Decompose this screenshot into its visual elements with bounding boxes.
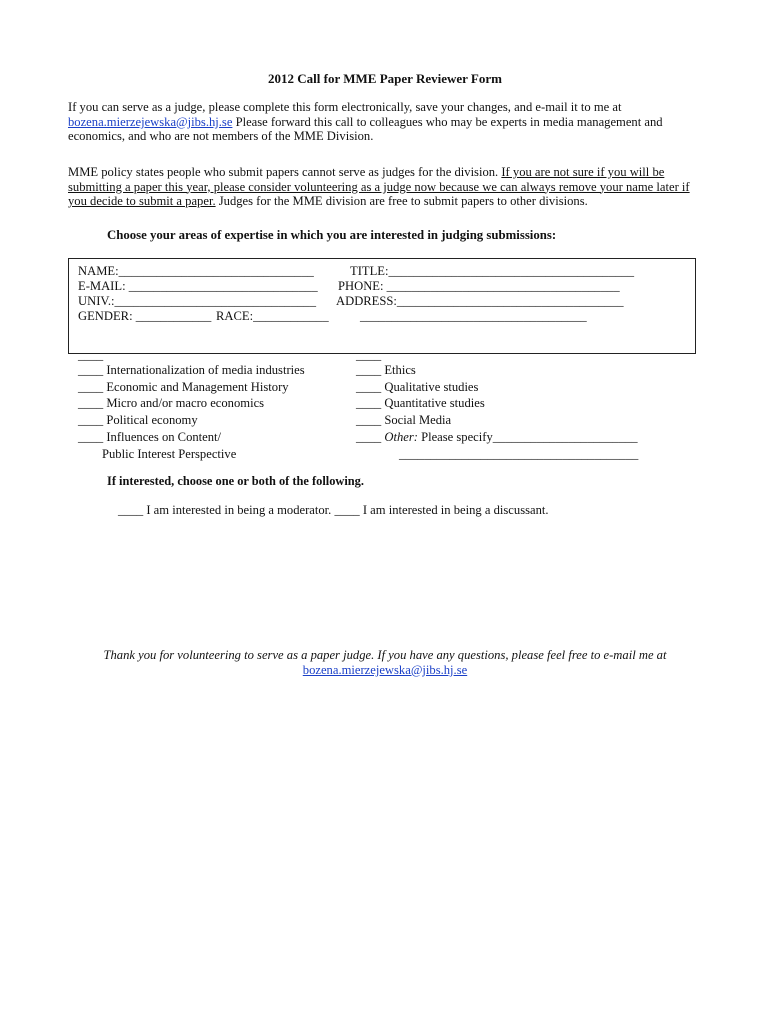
roles-row [118,503,549,518]
intro-paragraph [68,100,708,144]
phone-field[interactable]: PHONE: _____________________________________ [338,279,620,293]
policy-text-end: Judges for the MME division are free to submit papers to other divisions. [215,194,588,209]
option-label: Micro and/or macro economics [106,396,265,410]
expertise-option-continuation: Public Interest Perspective [102,447,237,461]
option-label: Quantitative studies [384,396,485,410]
other-specify-continuation[interactable]: ______________________________________ [399,447,639,461]
address-field[interactable]: ADDRESS:____________________________________ [336,294,624,308]
moderator-label: I am interested in being a moderator. [143,503,335,517]
option-blank[interactable]: ____ [356,413,382,427]
email-field[interactable]: E-MAIL: ______________________________ [78,279,318,293]
expertise-option-left[interactable] [78,429,221,445]
option-blank[interactable]: ____ [78,380,104,394]
name-field[interactable]: NAME:_______________________________ [78,264,314,278]
option-blank[interactable]: ____ [356,430,382,444]
option-label: Ethics [384,363,416,377]
policy-text-underlined: If you are not sure if you will be submitting a paper this year, please consider volunteering as a judge now because we can always remove your name later if you decide to submit a paper. [68,165,690,209]
email-link[interactable]: bozena.mierzejewska@jibs.hj.se [68,114,233,129]
expertise-option-left[interactable] [78,362,305,378]
gender-field[interactable]: GENDER: ____________ [78,309,212,323]
univ-field[interactable]: UNIV.:________________________________ [78,294,317,308]
interest-heading: If interested, choose one or both of the following. [107,474,364,488]
intro-text-start: If you can serve as a judge, please complete this form electronically, save your changes, and e-mail it to me at [68,100,622,114]
option-blank[interactable]: ____ [78,363,104,377]
option-blank[interactable]: ____ [78,396,104,410]
option-label: Economic and Management History [106,380,289,394]
expertise-option-right[interactable] [356,379,478,395]
moderator-blank[interactable]: ____ [118,503,144,517]
policy-paragraph [68,165,708,209]
discussant-label: I am interested in being a discussant. [359,503,549,517]
option-blank[interactable]: ____ [78,413,104,427]
option-blank[interactable]: ____ [356,363,382,377]
title-field[interactable]: TITLE:_______________________________________ [350,264,635,278]
discussant-blank[interactable]: ____ [334,503,360,517]
expertise-option-left[interactable] [78,379,289,395]
option-label: Internationalization of media industries [106,363,305,377]
race-field[interactable]: RACE:____________ [216,309,329,323]
form-title: 2012 Call for MME Paper Reviewer Form [268,71,502,86]
expertise-option-left[interactable] [78,395,264,411]
areas-heading: Choose your areas of expertise in which you are interested in judging submissions: [107,228,557,242]
expertise-option-right[interactable] [356,395,485,411]
expertise-option-left[interactable] [78,412,198,428]
blank-right-top[interactable]: ____ [356,348,382,362]
option-blank[interactable]: ____ [78,430,104,444]
option-label: Influences on Content/ [106,430,222,444]
option-label: Political economy [106,413,198,427]
option-blank[interactable]: ____ [356,396,382,410]
policy-text-start: MME policy states people who submit papers cannot serve as judges for the division. [68,165,502,179]
option-label: Qualitative studies [384,380,479,394]
expertise-option-right[interactable] [356,362,416,378]
extra-field[interactable]: ____________________________________ [360,309,587,323]
option-label: Social Media [384,413,452,427]
intro-text-end: Please forward this call to colleagues who may be experts in media management and economics, and who are not members of the MME Division. [68,114,663,144]
thanks-note [60,648,710,677]
expertise-option-other[interactable] [356,429,638,445]
expertise-option-right[interactable] [356,412,451,428]
other-label: Other: [384,430,418,444]
thanks-email-link[interactable]: bozena.mierzejewska@jibs.hj.se [302,662,468,677]
blank-left-top[interactable]: ____ [78,348,104,362]
option-blank[interactable]: ____ [356,380,382,394]
thanks-text: Thank you for volunteering to serve as a paper judge. If you have any questions, please feel free to e-mail me at [103,648,667,662]
other-specify-field[interactable]: Please specify_______________________ [417,430,638,444]
